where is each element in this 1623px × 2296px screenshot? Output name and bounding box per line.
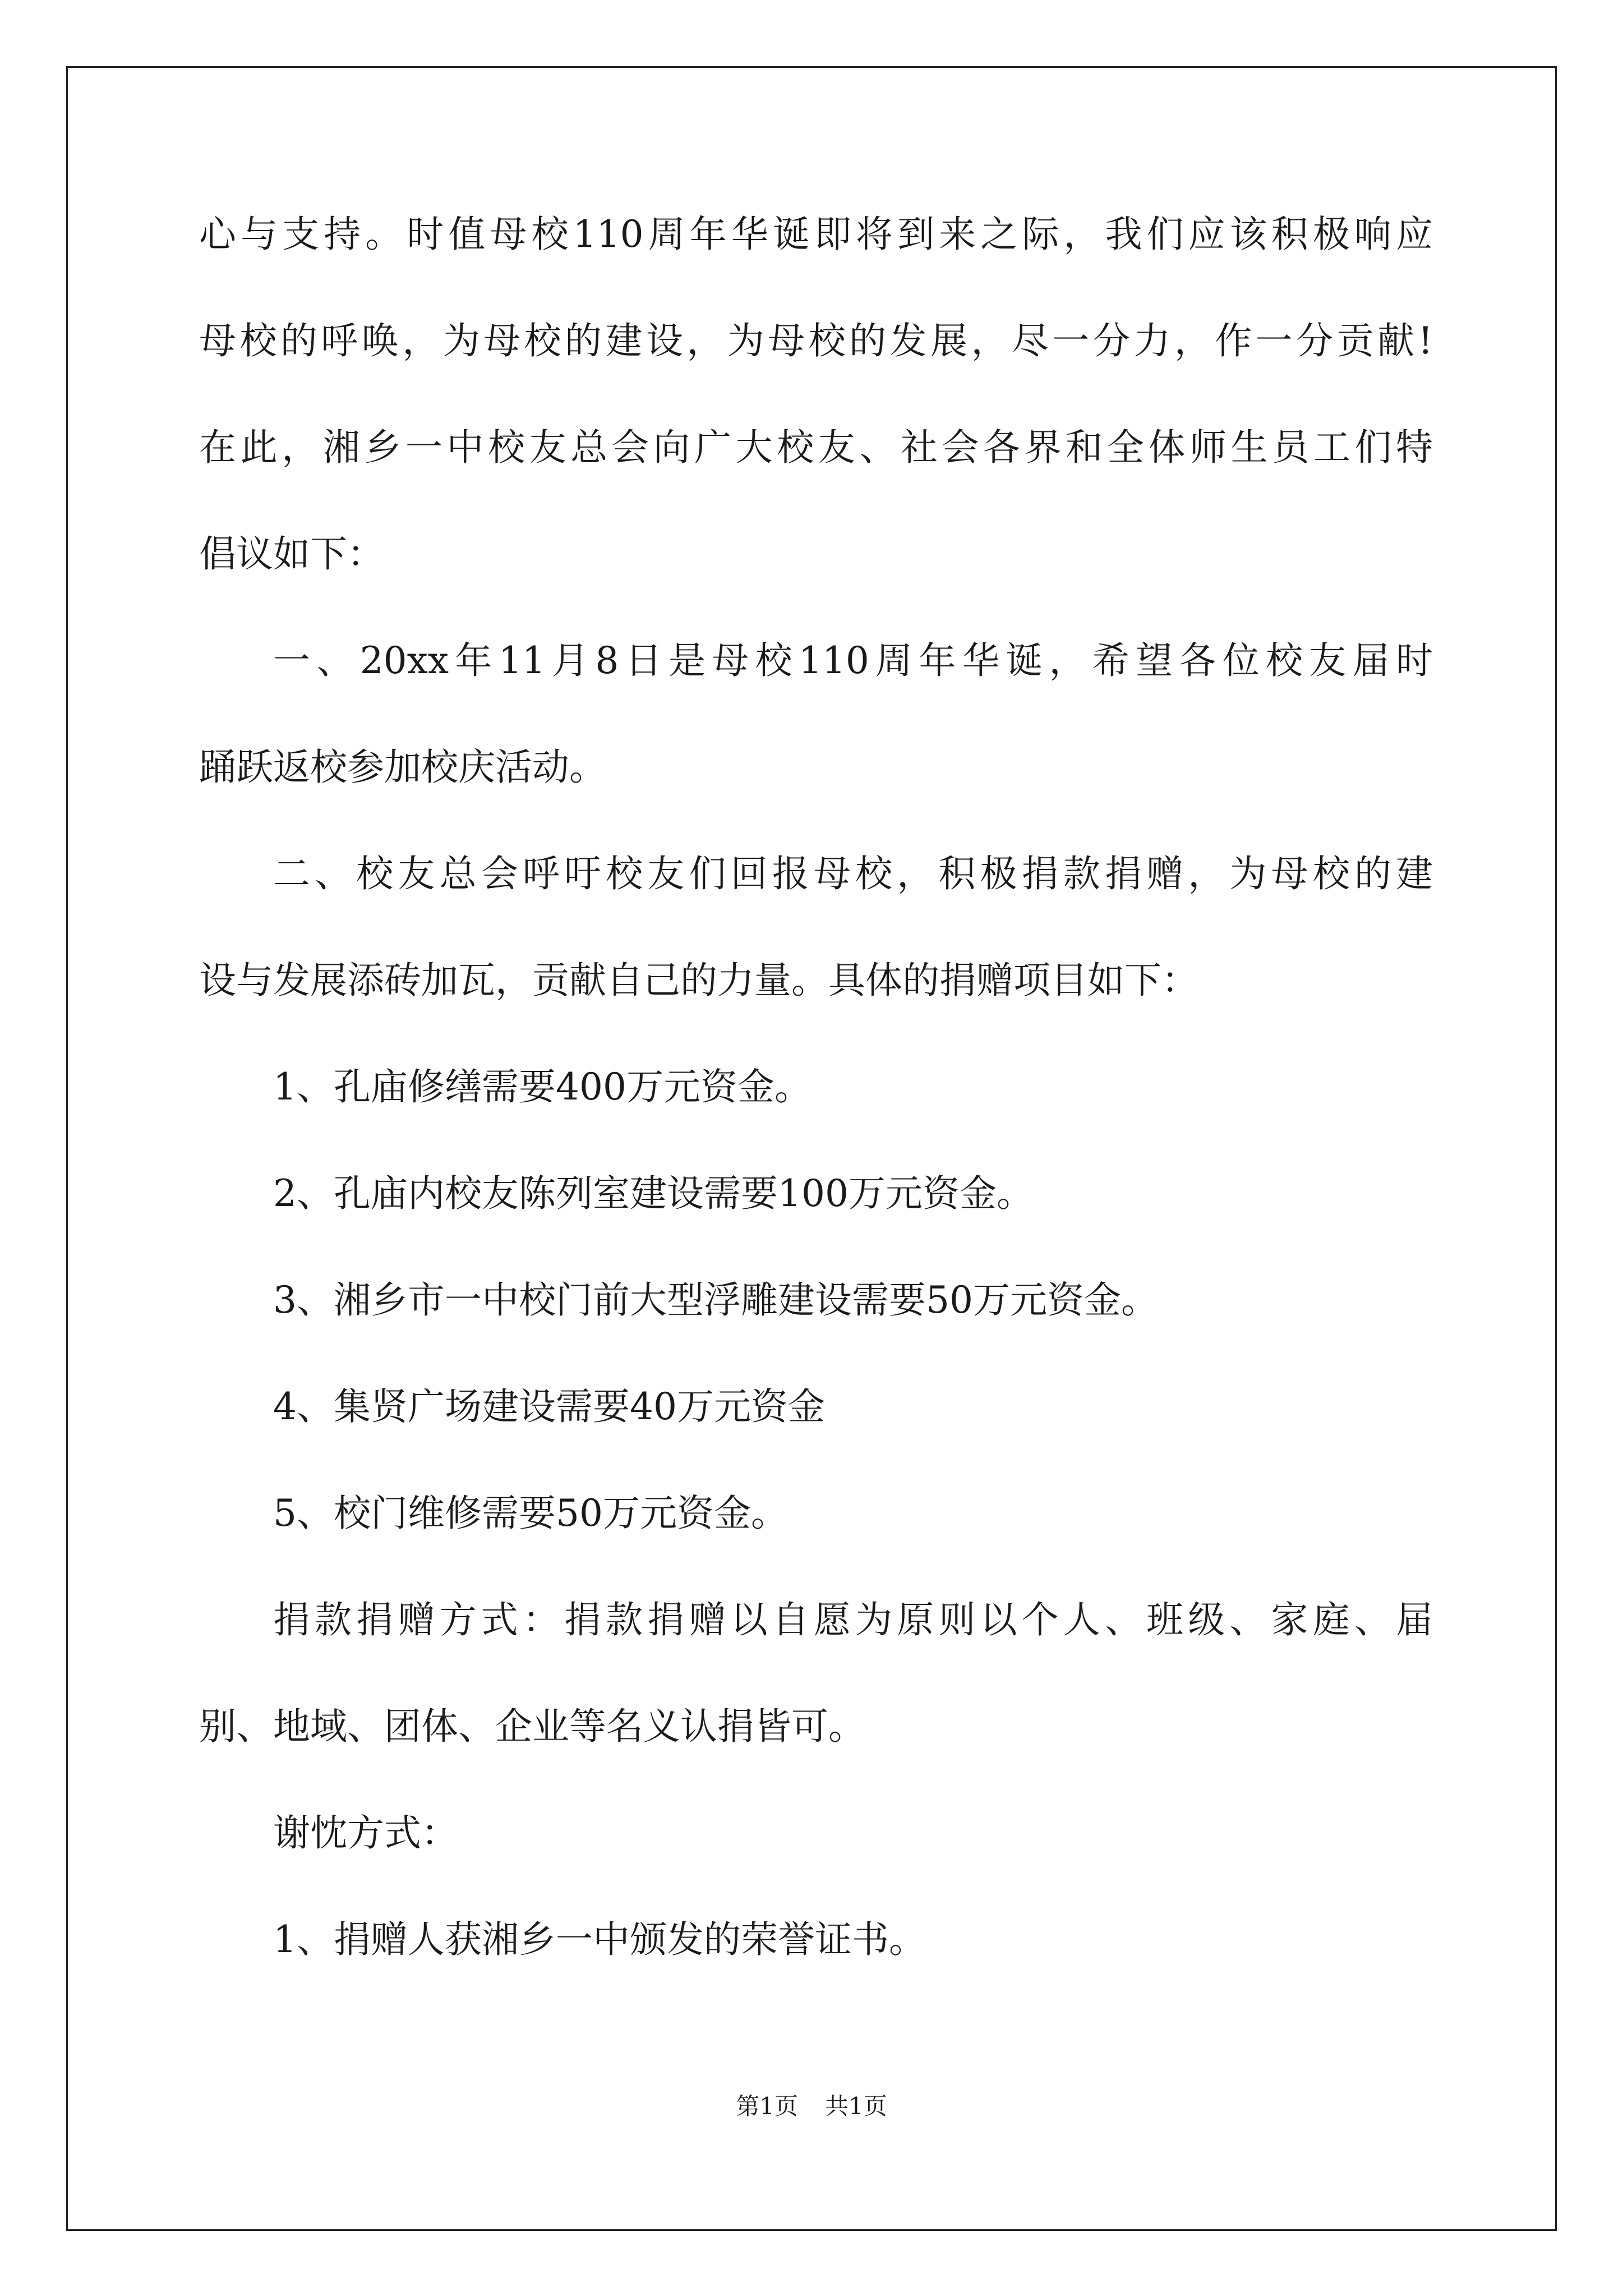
list-item: 3、湘乡市一中校门前大型浮雕建设需要50万元资金。	[273, 1278, 1158, 1322]
document-body	[199, 213, 1433, 2025]
text-line: 捐款捐赠方式：捐款捐赠以自愿为原则以个人、班级、家庭、届	[273, 1598, 1433, 1641]
page-footer	[0, 2092, 1623, 2120]
text-line: 谢忱方式：	[273, 1811, 458, 1855]
page-number: 第1页	[736, 2092, 798, 2120]
text-line: 二、校友总会呼吁校友们回报母校，积极捐款捐赠，为母校的建	[273, 852, 1433, 895]
page-total: 共1页	[825, 2092, 887, 2120]
text-line: 母校的呼唤，为母校的建设，为母校的发展，尽一分力，作一分贡献!	[199, 319, 1433, 362]
list-item: 1、捐赠人获湘乡一中颁发的荣誉证书。	[273, 1918, 926, 1961]
text-line: 倡议如下：	[199, 532, 384, 576]
text-line: 一、20xx年11月8日是母校110周年华诞，希望各位校友届时	[273, 639, 1433, 682]
text-line: 踊跃返校参加校庆活动。	[199, 746, 606, 789]
text-line: 在此，湘乡一中校友总会向广大校友、社会各界和全体师生员工们特	[199, 426, 1433, 469]
list-item: 4、集贤广场建设需要40万元资金	[273, 1385, 825, 1428]
text-line: 心与支持。时值母校110周年华诞即将到来之际，我们应该积极响应	[199, 213, 1433, 256]
text-line: 别、地域、团体、企业等名义认捐皆可。	[199, 1705, 865, 1748]
list-item: 2、孔庙内校友陈列室建设需要100万元资金。	[273, 1172, 1034, 1215]
text-line: 设与发展添砖加瓦，贡献自己的力量。具体的捐赠项目如下：	[199, 959, 1198, 1002]
list-item: 5、校门维修需要50万元资金。	[273, 1492, 788, 1535]
list-item: 1、孔庙修缮需要400万元资金。	[273, 1065, 811, 1108]
